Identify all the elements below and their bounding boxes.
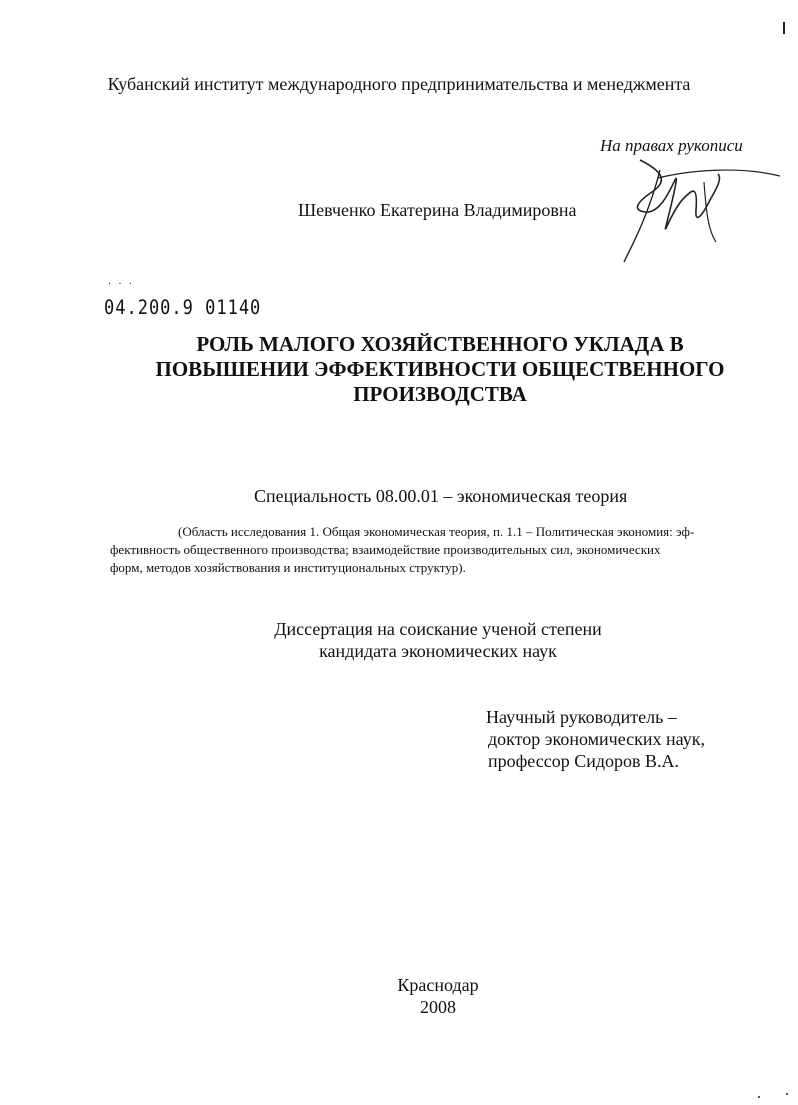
supervisor-line: Научный руководитель – <box>486 707 677 727</box>
specialty-line: Специальность 08.00.01 – экономическая теория <box>254 486 628 506</box>
research-area-line: фективность общественного производства; взаимодействие производительных сил, экономических <box>110 542 661 557</box>
degree-line: кандидата экономических наук <box>319 641 557 661</box>
supervisor-line: профессор Сидоров В.А. <box>488 751 680 771</box>
degree-line: Диссертация на соискание ученой степени <box>274 619 602 639</box>
title-line: ПОВЫШЕНИИ ЭФФЕКТИВНОСТИ ОБЩЕСТВЕННОГО <box>155 357 725 381</box>
scan-speck <box>786 1093 788 1095</box>
research-area-line: (Область исследования 1. Общая экономическая теория, п. 1.1 – Политическая экономия: эф- <box>178 524 695 539</box>
manuscript-rights-note: На правах рукописи <box>600 136 743 155</box>
scan-speck <box>758 1096 760 1098</box>
scan-edge-mark <box>783 22 785 34</box>
signature-image <box>600 150 790 270</box>
registration-dots: · · · <box>108 279 134 290</box>
research-area <box>110 523 760 577</box>
author-name: Шевченко Екатерина Владимировна <box>298 200 577 220</box>
registration-code: 04.200.9 01140 <box>104 296 262 320</box>
institute-name: Кубанский институт международного предпринимательства и менеджмента <box>107 74 691 94</box>
city-year <box>0 974 798 1018</box>
supervisor-block <box>486 706 705 772</box>
supervisor-line: доктор экономических наук, <box>488 729 705 749</box>
dissertation-title <box>0 332 798 407</box>
dissertation-degree <box>0 618 798 662</box>
title-line: ПРОИЗВОДСТВА <box>353 382 527 406</box>
research-area-line: форм, методов хозяйствования и институциональных структур). <box>110 560 466 575</box>
year: 2008 <box>420 997 456 1017</box>
title-line: РОЛЬ МАЛОГО ХОЗЯЙСТВЕННОГО УКЛАДА В <box>196 332 684 356</box>
city: Краснодар <box>397 975 479 995</box>
